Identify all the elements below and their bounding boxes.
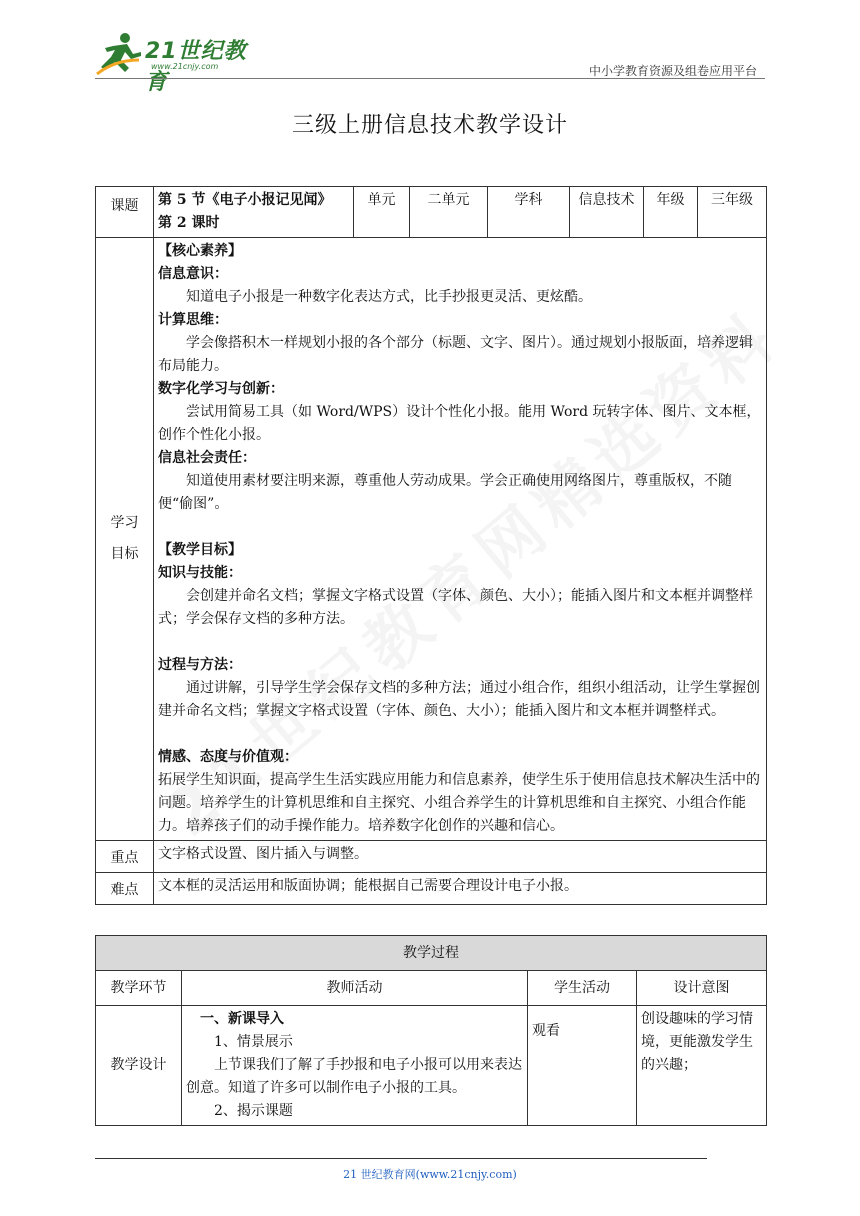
footer-divider — [95, 1158, 707, 1159]
info-awareness-heading: 信息意识： — [158, 266, 228, 282]
teacher-item1: 1、情景展示 — [214, 1034, 293, 1050]
knowledge-text: 会创建并命名文档；掌握文字格式设置（字体、颜色、大小）；能插入图片和文本框并调整样式；学会保存文档的多种方法。 — [158, 588, 753, 627]
lesson-label: 课题 — [96, 187, 154, 238]
knowledge-heading: 知识与技能： — [158, 565, 242, 581]
key-point-label: 重点 — [96, 841, 154, 873]
runner-logo-icon — [95, 30, 145, 76]
grade-label: 年级 — [644, 187, 698, 238]
lesson-value: 第 5 节《电子小报记见闻》 第 2 课时 — [154, 187, 354, 238]
intent-cell: 创设趣味的学习情境，更能激发学生的兴趣； — [637, 1006, 767, 1126]
unit-value: 二单元 — [410, 187, 488, 238]
subject-label: 学科 — [488, 187, 570, 238]
lesson-info-table — [95, 186, 767, 905]
header-teacher: 教师活动 — [182, 971, 528, 1006]
digital-heading: 数字化学习与创新： — [158, 381, 284, 397]
digital-text: 尝试用简易工具（如 Word/WPS）设计个性化小报。能用 Word 玩转字体、图片、文本框，创作个性化小报。 — [158, 404, 761, 443]
goals-heading: 【教学目标】 — [158, 542, 242, 558]
student-cell: 观看 — [528, 1006, 637, 1126]
process-title: 教学过程 — [96, 936, 767, 971]
grade-value: 三年级 — [698, 187, 767, 238]
subject-value: 信息技术 — [570, 187, 644, 238]
objectives-content — [154, 238, 767, 841]
table-row — [96, 936, 767, 971]
header-student: 学生活动 — [528, 971, 637, 1006]
difficulty-text: 文本框的灵活运用和版面协调；能根据自己需要合理设计电子小报。 — [154, 873, 767, 905]
unit-label: 单元 — [354, 187, 410, 238]
footer: 21 世纪教育网(www.21cnjy.com) — [343, 1168, 517, 1181]
platform-name: 中小学教育资源及组卷应用平台 — [588, 64, 757, 78]
computational-text: 学会像搭积木一样规划小报的各个部分（标题、文字、图片）。通过规划小报版面，培养逻辑布局能力。 — [158, 335, 753, 374]
table-row — [96, 1006, 767, 1126]
computational-heading: 计算思维： — [158, 312, 228, 328]
table-row — [96, 841, 767, 873]
key-point-text: 文字格式设置、图片插入与调整。 — [154, 841, 767, 873]
header-stage: 教学环节 — [96, 971, 182, 1006]
page-title: 三级上册信息技术教学设计 — [291, 113, 568, 138]
logo — [95, 30, 265, 95]
emotion-heading: 情感、态度与价值观： — [158, 749, 298, 765]
teacher-text: 上节课我们了解了手抄报和电子小报可以用来表达创意。知道了许多可以制作电子小报的工具。 — [186, 1057, 522, 1096]
process-text: 通过讲解，引导学生学会保存文档的多种方法；通过小组合作，组织小组活动，让学生掌握创建并命名文档；掌握文字格式设置（字体、颜色、大小）；能插入图片和文本框并调整样式。 — [158, 680, 760, 719]
teacher-heading: 一、新课导入 — [200, 1011, 284, 1027]
process-heading: 过程与方法： — [158, 657, 242, 673]
social-text: 知道使用素材要注明来源，尊重他人劳动成果。学会正确使用网络图片，尊重版权，不随便“偷图”。 — [158, 473, 732, 512]
logo-url: www.21cnjy.com — [151, 62, 219, 71]
table-row — [96, 187, 767, 238]
process-table — [95, 935, 767, 1126]
header-intent: 设计意图 — [637, 971, 767, 1006]
core-heading: 【核心素养】 — [158, 243, 242, 259]
table-row — [96, 971, 767, 1006]
stage-cell: 教学设计 — [96, 1006, 182, 1126]
header-divider — [95, 78, 765, 79]
teacher-item2: 2、揭示课题 — [214, 1103, 293, 1119]
info-awareness-text: 知道电子小报是一种数字化表达方式，比手抄报更灵活、更炫酷。 — [186, 289, 592, 305]
teacher-cell — [182, 1006, 528, 1126]
objectives-label: 学习 目标 — [96, 238, 154, 841]
social-heading: 信息社会责任： — [158, 450, 256, 466]
table-row — [96, 873, 767, 905]
emotion-text: 拓展学生知识面，提高学生生活实践应用能力和信息素养，使学生乐于使用信息技术解决生活中的问题。培养学生的计算机思维和自主探究、小组合养学生的计算机思维和自主探究、小组合作能力。培养孩子们的动手操作能力。培养数字化创作的兴趣和信心。 — [158, 772, 760, 834]
difficulty-label: 难点 — [96, 873, 154, 905]
logo-text: 21世纪教育 — [145, 39, 247, 95]
page-header — [95, 30, 765, 95]
table-row — [96, 238, 767, 841]
